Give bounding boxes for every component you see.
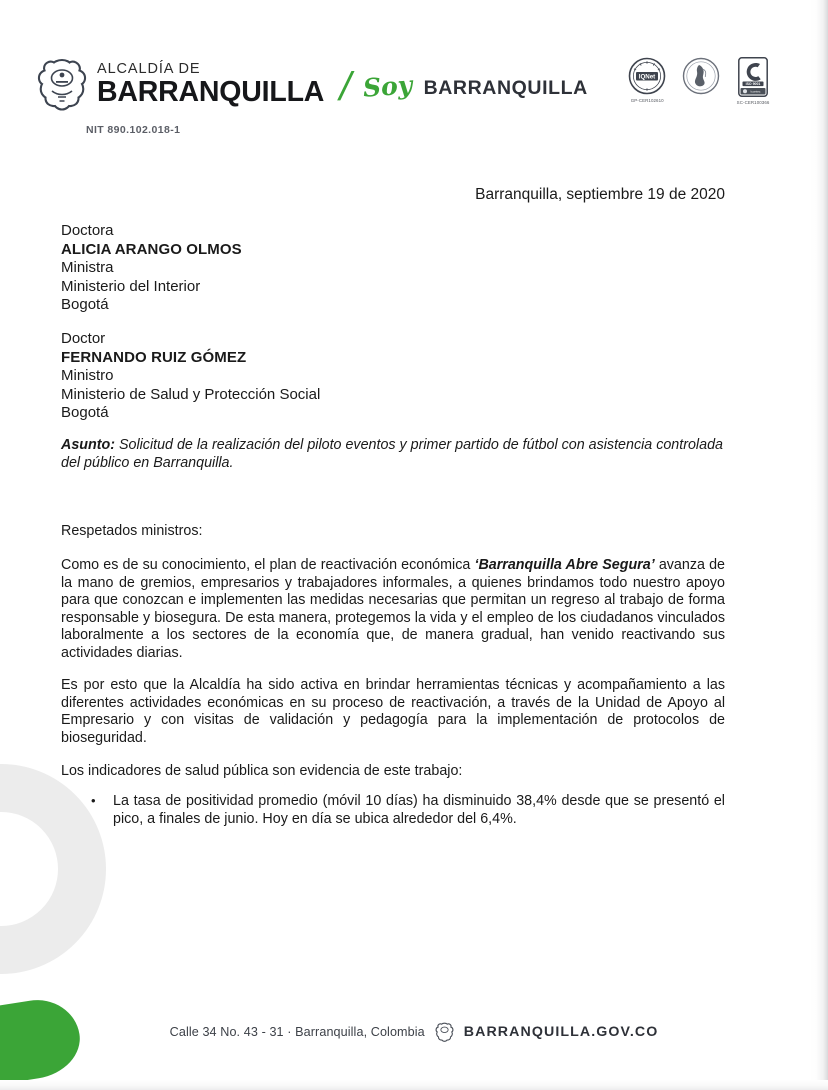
page-footer xyxy=(0,1022,828,1042)
list-item: • La tasa de positividad promedio (móvil 10 días) ha disminuido 38,4% desde que se presentó el pico, a finales de junio. Hoy en día se ubica alrededor del 6,4%. xyxy=(61,793,725,828)
recipient-1-title: Doctora xyxy=(61,222,114,239)
svg-text:Icontec: Icontec xyxy=(750,89,761,94)
certification-logos xyxy=(628,57,770,105)
recipient-1-name: ALICIA ARANGO OLMOS xyxy=(61,240,242,258)
indicator-list xyxy=(61,793,725,828)
barranquilla-coat-of-arms-icon xyxy=(435,1022,454,1042)
subject-text: Solicitud de la realización del piloto eventos y primer partido de fútbol con asistencia controlada del público en Barranquilla. xyxy=(61,437,723,471)
paragraph-1 xyxy=(61,557,725,663)
svg-text:ISO 9001: ISO 9001 xyxy=(745,82,761,87)
certification-icontec xyxy=(682,57,720,98)
letter-date: Barranquilla, septiembre 19 de 2020 xyxy=(475,186,725,203)
recipient-2-role: Ministro xyxy=(61,367,114,385)
certification-code-ionet: GP-CER102610 xyxy=(630,98,664,103)
certification-code-iso9001: SC-CER100366 xyxy=(736,100,770,105)
alcaldia-label: ALCALDÍA DE xyxy=(97,61,201,77)
nit-number: NIT 890.102.018-1 xyxy=(86,124,181,136)
subject-line xyxy=(61,437,725,472)
certification-iso9001 xyxy=(736,57,770,105)
brand-text xyxy=(97,62,324,106)
iso-9001-certification-icon xyxy=(738,57,768,97)
ionet-certification-icon xyxy=(628,57,666,95)
footer-website: BARRANQUILLA.GOV.CO xyxy=(463,1024,659,1040)
recipient-2-title: Doctor xyxy=(61,330,106,347)
greeting-line: Respetados ministros: xyxy=(61,523,203,539)
letterhead xyxy=(0,0,828,150)
recipient-block-1 xyxy=(61,222,242,315)
certification-ionet xyxy=(628,57,666,103)
recipient-1-entity: Ministerio del Interior xyxy=(61,277,201,295)
soy-script-word: Soy xyxy=(362,69,414,103)
recipient-block-2 xyxy=(61,330,320,423)
footer-address: Calle 34 No. 43 - 31 · Barranquilla, Colombia xyxy=(169,1025,425,1039)
paragraph-1-highlight: ‘Barranquilla Abre Segura’ xyxy=(474,557,655,573)
recipient-1-role: Ministra xyxy=(61,259,114,277)
recipient-2-name: FERNANDO RUIZ GÓMEZ xyxy=(61,348,247,366)
barranquilla-coat-of-arms-icon xyxy=(36,57,88,111)
svg-text:IQNet: IQNet xyxy=(638,73,656,81)
city-wordmark: BARRANQUILLA xyxy=(97,75,325,108)
brand-lockup xyxy=(36,57,588,111)
paragraph-2: Es por esto que la Alcaldía ha sido activa en brindar herramientas técnicas y acompañamiento a las diferentes actividades económicas en su proceso de reactivación, a través de la Unidad de Apoyo al Empresario y con visitas de validación y pedagogía para la implementación de protocolos de bioseguridad. xyxy=(61,677,725,746)
paragraph-1-text-b: avanza de la mano de gremios, empresarios y trabajadores informales, a quienes brindamos todo nuestro apoyo para que conozcan e implementen las medidas necesarias que permitan un regreso al trabajo de forma responsable y biosegura. De esta manera, protegemos la vida y el empleo de los ciudadanos vinculados laboralmente a los sectores de la economía que, de manera gradual, han venido reactivando sus actividades diarias. xyxy=(61,557,725,661)
paragraph-1-text-a: Como es de su conocimiento, el plan de reactivación económica xyxy=(61,557,475,573)
page-edge-right xyxy=(810,0,828,1090)
soy-city-wordmark: BARRANQUILLA xyxy=(423,76,588,99)
recipient-2-entity: Ministerio de Salud y Protección Social xyxy=(61,385,321,403)
page-edge-bottom xyxy=(0,1080,828,1090)
brand-separator-icon: / xyxy=(335,65,356,109)
paragraph-3: Los indicadores de salud pública son evidencia de este trabajo: xyxy=(61,763,463,779)
subject-label: Asunto: xyxy=(61,437,115,453)
recipient-2-city: Bogotá xyxy=(61,404,109,422)
icontec-colombia-certification-icon xyxy=(682,57,720,95)
recipient-1-city: Bogotá xyxy=(61,296,109,314)
